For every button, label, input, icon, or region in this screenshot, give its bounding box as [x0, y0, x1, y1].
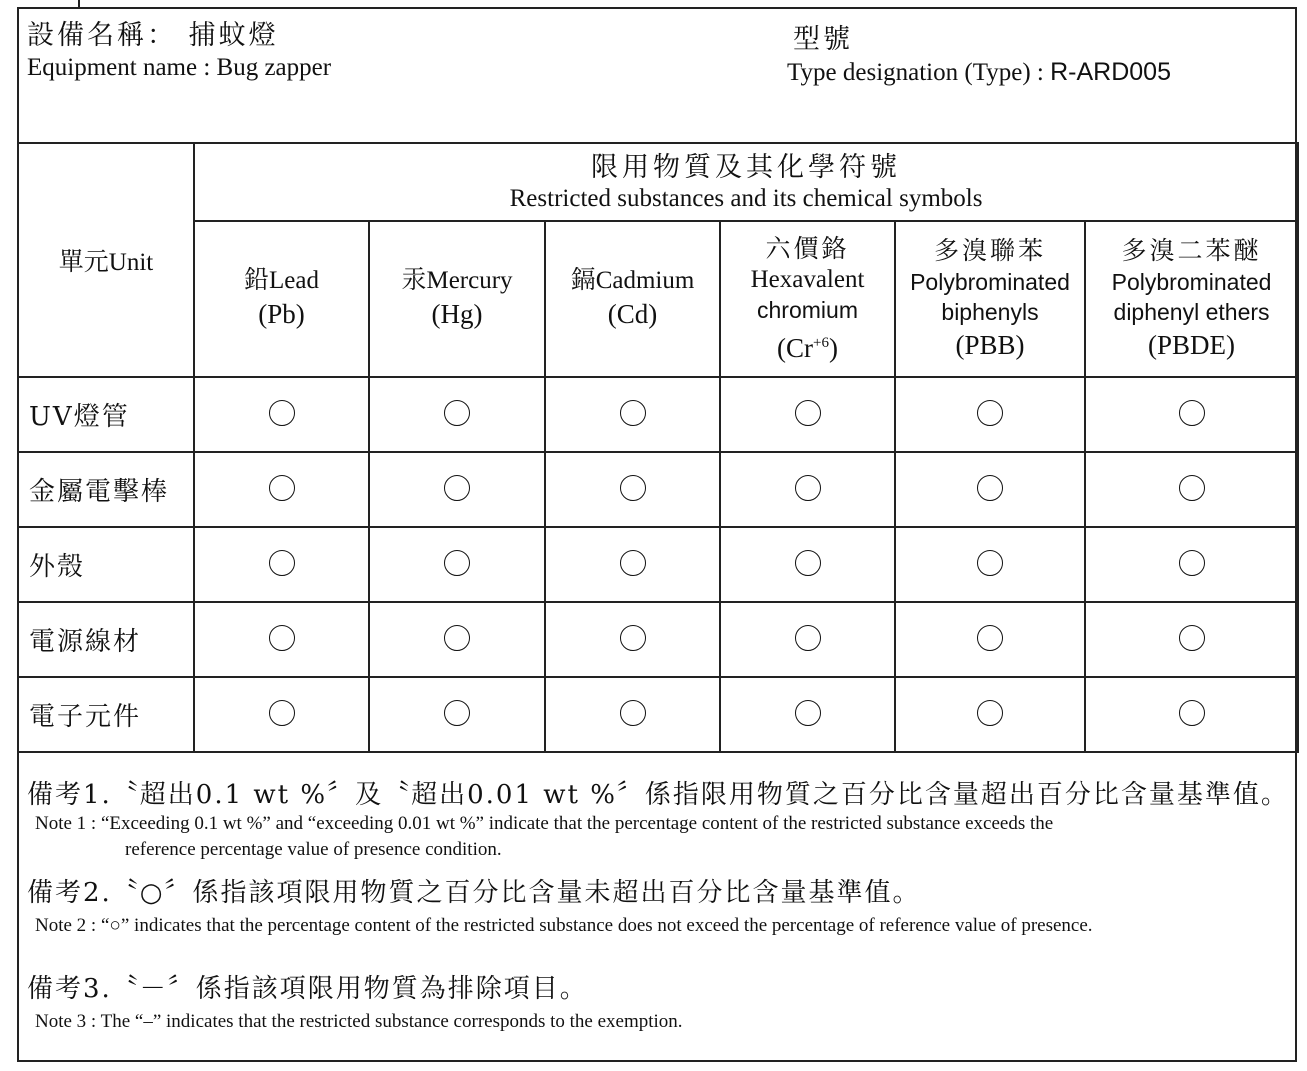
mark-cell	[545, 527, 720, 602]
restricted-substances-table	[17, 142, 1299, 753]
mark-cell	[194, 602, 369, 677]
mark-cell	[1085, 452, 1298, 527]
unit-header-zh: 單元	[58, 247, 109, 276]
mark-cell	[895, 377, 1085, 452]
mark-cell	[194, 377, 369, 452]
circle-mark-icon	[1179, 625, 1205, 651]
unit-label: UV燈管	[18, 377, 194, 452]
circle-mark-icon	[1179, 400, 1205, 426]
circle-mark-icon	[444, 400, 470, 426]
type-designation-block	[787, 23, 1171, 88]
substance-name-zh: 六價鉻	[765, 233, 850, 263]
circle-mark-icon	[795, 700, 821, 726]
table-row	[18, 452, 1298, 527]
substance-name-zh: 鎘	[570, 267, 596, 294]
substance-name-en-line2: biphenyls	[941, 299, 1039, 325]
circle-mark-icon	[269, 625, 295, 651]
substance-header-lead	[194, 221, 369, 377]
note1-en-continued: reference percentage value of presence condition.	[125, 839, 502, 860]
circle-mark-icon	[795, 625, 821, 651]
circle-mark-icon	[977, 400, 1003, 426]
restricted-substances-header	[194, 143, 1298, 221]
unit-label: 電源線材	[18, 602, 194, 677]
type-designation-label: Type designation (Type) :	[787, 59, 1044, 86]
mark-cell	[895, 677, 1085, 752]
table-row	[18, 527, 1298, 602]
restricted-header-en: Restricted substances and its chemical symbols	[509, 185, 983, 212]
circle-mark-icon	[444, 550, 470, 576]
circle-mark-icon	[269, 550, 295, 576]
table-row	[18, 677, 1298, 752]
equipment-name-block	[27, 19, 331, 83]
circle-mark-icon	[1179, 550, 1205, 576]
top-edge-stub	[78, 0, 80, 7]
mark-cell	[545, 377, 720, 452]
mark-cell	[895, 527, 1085, 602]
circle-mark-icon	[1179, 475, 1205, 501]
mark-cell	[720, 602, 895, 677]
equipment-name-zh: 設備名稱： 捕蚊燈	[27, 20, 279, 51]
table-row	[18, 602, 1298, 677]
circle-mark-icon	[269, 700, 295, 726]
substance-name-zh: 鉛	[244, 267, 270, 294]
substance-header-hexavalent-chromium	[720, 221, 895, 377]
restricted-header-zh: 限用物質及其化學符號	[591, 152, 902, 183]
mark-cell	[194, 452, 369, 527]
substance-name-en-line2: chromium	[757, 296, 858, 323]
substance-header-pbb	[895, 221, 1085, 377]
symbol-end: )	[828, 332, 838, 363]
substance-name-en: Cadmium	[595, 267, 695, 294]
circle-mark-icon	[620, 550, 646, 576]
substance-name	[370, 266, 544, 296]
mark-cell	[1085, 602, 1298, 677]
substance-header-cadmium	[545, 221, 720, 377]
substance-name-zh: 多溴聯苯	[933, 236, 1046, 265]
header-section	[19, 9, 1295, 144]
circle-mark-icon	[444, 700, 470, 726]
note3-en: Note 3 : The “–” indicates that the restricted substance corresponds to the exemption.	[35, 1011, 683, 1032]
substance-symbol: (PBB)	[955, 330, 1025, 360]
type-designation-zh: 型號	[793, 24, 853, 55]
substance-name-en-line1: Polybrominated	[910, 269, 1070, 295]
note1-en: Note 1 : “Exceeding 0.1 wt %” and “exceeding 0.01 wt %” indicate that the percentage content of the restricted substance exceeds the	[35, 813, 1054, 834]
circle-mark-icon	[444, 475, 470, 501]
note2-zh: 備考2.〝○〞係指該項限用物質之百分比含量未超出百分比含量基準值。	[27, 878, 921, 908]
mark-cell	[1085, 377, 1298, 452]
mark-cell	[369, 452, 545, 527]
mark-cell	[1085, 527, 1298, 602]
substance-name-zh: 多溴二苯醚	[1121, 236, 1262, 265]
note2-en: Note 2 : “○” indicates that the percentage content of the restricted substance does not exceed the percentage of reference value of presence.	[35, 915, 1093, 936]
unit-header-en: Unit	[108, 249, 154, 276]
note1-zh: 備考1.〝超出0.1 wt %〞及〝超出0.01 wt %〞係指限用物質之百分比含量超出百分比含量基準值。	[27, 780, 1289, 810]
substance-name-en: Lead	[269, 267, 319, 294]
mark-cell	[1085, 677, 1298, 752]
mark-cell	[720, 677, 895, 752]
substance-name-en: Mercury	[426, 267, 513, 294]
substance-symbol	[721, 325, 894, 366]
circle-mark-icon	[795, 400, 821, 426]
circle-mark-icon	[977, 700, 1003, 726]
substance-header-pbde	[1085, 221, 1298, 377]
substance-header-mercury	[369, 221, 545, 377]
circle-mark-icon	[620, 625, 646, 651]
mark-cell	[720, 377, 895, 452]
substance-name	[546, 266, 719, 296]
symbol-base: (Cr	[777, 332, 814, 363]
mark-cell	[720, 452, 895, 527]
substance-symbol: (Pb)	[258, 299, 305, 329]
note3-zh: 備考3.〝－〞係指該項限用物質為排除項目。	[27, 974, 588, 1004]
symbol-superscript: +6	[813, 334, 829, 351]
mark-cell	[720, 527, 895, 602]
unit-header-cell	[18, 143, 194, 377]
mark-cell	[194, 527, 369, 602]
mark-cell	[369, 527, 545, 602]
mark-cell	[369, 602, 545, 677]
unit-label: 外殼	[18, 527, 194, 602]
circle-mark-icon	[977, 550, 1003, 576]
circle-mark-icon	[795, 550, 821, 576]
circle-mark-icon	[795, 475, 821, 501]
rohs-declaration-sheet	[17, 7, 1297, 1062]
substance-symbol: (Hg)	[431, 299, 483, 329]
substance-symbol: (Cd)	[607, 299, 658, 329]
table-header-row-1	[18, 143, 1298, 221]
table-header-row-2	[18, 221, 1298, 377]
substance-name-en-line1: Hexavalent	[750, 265, 865, 293]
circle-mark-icon	[620, 475, 646, 501]
type-code: R-ARD005	[1050, 58, 1171, 86]
circle-mark-icon	[444, 625, 470, 651]
type-designation-row	[787, 57, 1171, 88]
mark-cell	[369, 677, 545, 752]
unit-label: 金屬電擊棒	[18, 452, 194, 527]
mark-cell	[369, 377, 545, 452]
unit-label: 電子元件	[18, 677, 194, 752]
circle-mark-icon	[269, 400, 295, 426]
substance-name-zh: 汞	[401, 267, 427, 294]
circle-mark-icon	[620, 700, 646, 726]
substance-symbol: (PBDE)	[1148, 330, 1236, 360]
circle-mark-icon	[1179, 700, 1205, 726]
circle-mark-icon	[977, 475, 1003, 501]
substance-name	[195, 266, 368, 296]
mark-cell	[895, 452, 1085, 527]
mark-cell	[895, 602, 1085, 677]
equipment-name-en: Equipment name : Bug zapper	[27, 54, 332, 81]
circle-mark-icon	[269, 475, 295, 501]
substance-name-en-line2: diphenyl ethers	[1113, 299, 1270, 325]
table-row	[18, 377, 1298, 452]
mark-cell	[545, 452, 720, 527]
mark-cell	[545, 677, 720, 752]
mark-cell	[194, 677, 369, 752]
mark-cell	[545, 602, 720, 677]
circle-mark-icon	[620, 400, 646, 426]
substance-name-en-line1: Polybrominated	[1111, 269, 1272, 295]
circle-mark-icon	[977, 625, 1003, 651]
